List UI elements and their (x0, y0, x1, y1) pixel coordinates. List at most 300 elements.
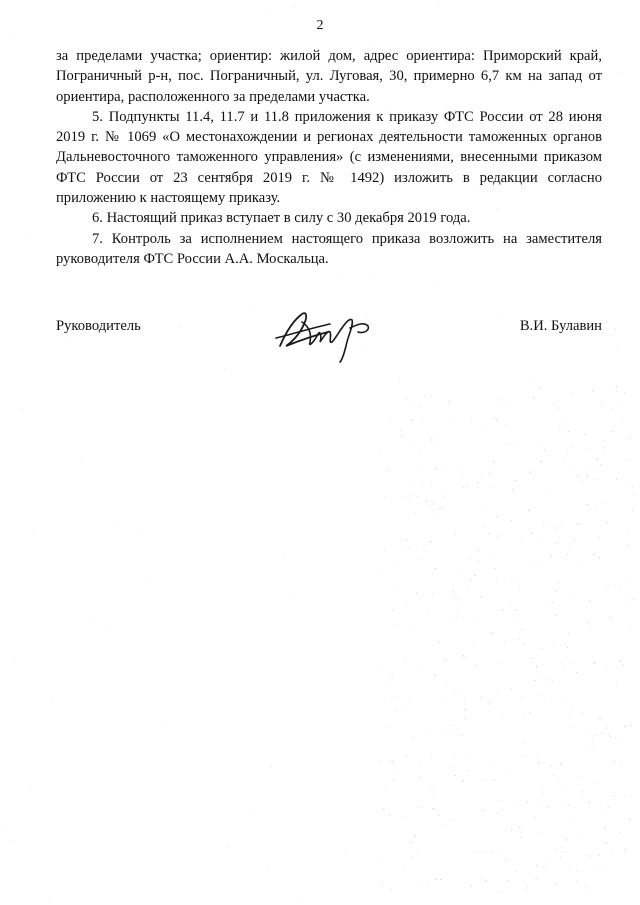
noise-dot (454, 757, 455, 758)
noise-dot (403, 709, 404, 710)
noise-dot (389, 814, 390, 815)
noise-dot (558, 581, 559, 582)
noise-dot (600, 803, 601, 804)
noise-dot (632, 510, 633, 511)
noise-dot (351, 373, 352, 374)
noise-dot (415, 512, 416, 513)
noise-dot (405, 816, 406, 817)
handwritten-signature (272, 302, 382, 364)
signatory-title: Руководитель (56, 318, 141, 334)
noise-dot (597, 478, 598, 479)
noise-dot (477, 667, 478, 668)
noise-dot (516, 610, 517, 611)
noise-dot (10, 841, 11, 842)
noise-dot (530, 471, 531, 472)
noise-dot (443, 495, 444, 496)
noise-dot (545, 679, 546, 680)
noise-dot (420, 764, 421, 765)
noise-dot (604, 502, 605, 503)
noise-dot (411, 426, 412, 427)
noise-dot (613, 796, 614, 797)
noise-dot (255, 688, 256, 689)
noise-dot (549, 860, 550, 861)
noise-dot (565, 644, 566, 645)
noise-dot (294, 597, 295, 598)
noise-dot (592, 747, 593, 748)
noise-dot (411, 842, 412, 843)
noise-dot (109, 629, 110, 630)
noise-dot (596, 866, 597, 867)
noise-dot (542, 859, 543, 860)
noise-dot (380, 760, 381, 761)
noise-dot (532, 707, 533, 708)
noise-dot (418, 806, 419, 807)
noise-dot (606, 446, 607, 447)
noise-dot (394, 584, 395, 585)
noise-dot (462, 655, 463, 656)
noise-dot (633, 486, 634, 487)
noise-dot (565, 556, 566, 557)
noise-dot (410, 634, 411, 635)
noise-dot (456, 617, 457, 618)
noise-dot (419, 453, 420, 454)
noise-dot (428, 613, 429, 614)
noise-dot (416, 548, 417, 549)
noise-dot (576, 871, 577, 872)
noise-dot (414, 548, 415, 549)
noise-dot (483, 621, 484, 622)
noise-dot (594, 661, 595, 662)
noise-dot (491, 633, 492, 634)
noise-dot (490, 485, 491, 486)
noise-dot (276, 455, 277, 456)
noise-dot (359, 633, 360, 634)
noise-dot (496, 849, 497, 850)
noise-dot (561, 524, 562, 525)
noise-dot (507, 772, 508, 773)
noise-dot (556, 615, 557, 616)
noise-dot (568, 610, 569, 611)
noise-dot (442, 753, 443, 754)
noise-dot (556, 883, 557, 884)
noise-dot (408, 548, 409, 549)
noise-dot (560, 763, 561, 764)
noise-dot (477, 483, 478, 484)
noise-dot (407, 460, 408, 461)
noise-dot (423, 483, 424, 484)
noise-dot (479, 560, 480, 561)
noise-dot (536, 865, 537, 866)
noise-dot (382, 492, 383, 493)
noise-dot (308, 283, 309, 284)
noise-dot (550, 765, 551, 766)
noise-dot (603, 406, 604, 407)
noise-dot (512, 579, 513, 580)
noise-dot (409, 500, 410, 501)
noise-dot (145, 566, 146, 567)
noise-dot (631, 725, 632, 726)
noise-dot (409, 700, 410, 701)
noise-dot (521, 541, 522, 542)
noise-dot (490, 852, 491, 853)
noise-dot (402, 497, 403, 498)
noise-dot (426, 501, 427, 502)
noise-dot (568, 551, 569, 552)
noise-dot (497, 535, 498, 536)
noise-dot (431, 755, 432, 756)
noise-dot (548, 433, 549, 434)
noise-dot (414, 440, 415, 441)
noise-dot (631, 798, 632, 799)
noise-dot (95, 577, 96, 578)
noise-dot (568, 472, 569, 473)
noise-dot (399, 697, 400, 698)
noise-dot (52, 696, 53, 697)
noise-dot (481, 878, 482, 879)
noise-dot (506, 443, 507, 444)
noise-dot (466, 484, 467, 485)
noise-dot (417, 677, 418, 678)
noise-dot (601, 866, 602, 867)
noise-dot (401, 432, 402, 433)
noise-dot (483, 527, 484, 528)
paragraph-item-5: 5. Подпункты 11.4, 11.7 и 11.8 приложения к приказу ФТС России от 28 июня 2019 г. № 1069 «О местонахождении и регионах деятельности таможенных органов Дальневосточного таможенного управления» (с изменениями, внесенными приказом ФТС России от 23 сентября 2019 г. № 1492) изложить в редакции согласно приложению к настоящему приказу. (56, 108, 602, 207)
noise-dot (391, 675, 392, 676)
noise-dot (380, 448, 381, 449)
noise-dot (616, 390, 617, 391)
noise-dot (505, 830, 506, 831)
noise-dot (589, 600, 590, 601)
noise-dot (582, 503, 583, 504)
noise-dot (424, 395, 425, 396)
noise-dot (605, 587, 606, 588)
noise-dot (589, 509, 590, 510)
noise-dot (530, 712, 531, 713)
noise-dot (525, 889, 526, 890)
noise-dot (401, 436, 402, 437)
noise-dot (470, 559, 471, 560)
noise-dot (433, 808, 434, 809)
noise-dot (576, 880, 577, 881)
noise-dot (81, 459, 82, 460)
noise-dot (51, 674, 52, 675)
noise-dot (421, 603, 422, 604)
noise-dot (464, 702, 465, 703)
noise-dot (615, 800, 616, 801)
noise-dot (586, 893, 587, 894)
noise-dot (464, 656, 465, 657)
noise-dot (564, 664, 565, 665)
noise-dot (510, 605, 511, 606)
signatory-name: В.И. Булавин (519, 318, 602, 334)
paragraph-item-6: 6. Настоящий приказ вступает в силу с 30 декабря 2019 года. (92, 210, 471, 227)
noise-dot (413, 737, 414, 738)
noise-dot (618, 73, 619, 74)
noise-dot (450, 820, 451, 821)
noise-dot (581, 713, 582, 714)
noise-dot (498, 892, 499, 893)
noise-dot (406, 755, 407, 756)
noise-dot (556, 860, 557, 861)
noise-dot (587, 504, 588, 505)
noise-dot (83, 611, 84, 612)
noise-dot (611, 574, 612, 575)
noise-dot (588, 505, 589, 506)
noise-dot (363, 765, 364, 766)
noise-dot (337, 495, 338, 496)
noise-dot (552, 299, 553, 300)
noise-dot (512, 489, 513, 490)
noise-dot (594, 783, 595, 784)
noise-dot (564, 847, 565, 848)
noise-dot (475, 575, 476, 576)
noise-dot (594, 735, 595, 736)
noise-dot (616, 686, 617, 687)
noise-dot (271, 767, 272, 768)
noise-dot (427, 655, 428, 656)
noise-dot (407, 398, 408, 399)
noise-dot (588, 733, 589, 734)
noise-dot (561, 802, 562, 803)
noise-dot (523, 643, 524, 644)
page-number: 2 (316, 18, 324, 33)
noise-dot (544, 450, 545, 451)
noise-dot (566, 657, 567, 658)
noise-dot (430, 541, 431, 542)
noise-dot (385, 497, 386, 498)
noise-dot (534, 680, 535, 681)
noise-dot (482, 810, 483, 811)
noise-dot (393, 787, 394, 788)
noise-dot (410, 495, 411, 496)
noise-dot (527, 840, 528, 841)
noise-dot (567, 647, 568, 648)
noise-dot (432, 795, 433, 796)
noise-dot (374, 42, 375, 43)
noise-dot (397, 710, 398, 711)
noise-dot (431, 439, 432, 440)
noise-dot (502, 398, 503, 399)
noise-dot (623, 417, 624, 418)
noise-dot (623, 409, 624, 410)
noise-dot (521, 829, 522, 830)
noise-dot (470, 580, 471, 581)
noise-dot (585, 419, 586, 420)
noise-dot (15, 34, 16, 35)
noise-dot (496, 688, 497, 689)
noise-dot (600, 464, 601, 465)
noise-dot (515, 822, 516, 823)
noise-dot (593, 552, 594, 553)
noise-dot (477, 550, 478, 551)
noise-dot (572, 707, 573, 708)
noise-dot (497, 663, 498, 664)
noise-dot (531, 533, 532, 534)
noise-dot (452, 595, 453, 596)
noise-dot (610, 736, 611, 737)
noise-dot (412, 407, 413, 408)
noise-dot (575, 598, 576, 599)
noise-dot (616, 385, 617, 386)
noise-dot (425, 545, 426, 546)
noise-dot (421, 807, 422, 808)
noise-dot (455, 775, 456, 776)
noise-dot (626, 530, 627, 531)
noise-dot (461, 530, 462, 531)
noise-dot (563, 460, 564, 461)
noise-dot (454, 421, 455, 422)
noise-dot (112, 298, 113, 299)
noise-dot (399, 380, 400, 381)
noise-dot (603, 440, 604, 441)
noise-dot (502, 809, 503, 810)
noise-dot (457, 734, 458, 735)
noise-dot (622, 400, 623, 401)
noise-dot (482, 779, 483, 780)
noise-dot (115, 587, 116, 588)
noise-dot (471, 885, 472, 886)
noise-dot (630, 554, 631, 555)
noise-dot (541, 833, 542, 834)
noise-dot (524, 743, 525, 744)
noise-dot (520, 696, 521, 697)
noise-dot (453, 590, 454, 591)
noise-dot (434, 877, 435, 878)
noise-dot (416, 593, 417, 594)
document-body (56, 46, 602, 269)
noise-dot (527, 887, 528, 888)
noise-dot (593, 554, 594, 555)
noise-dot (609, 807, 610, 808)
noise-dot (569, 867, 570, 868)
noise-dot (626, 578, 627, 579)
noise-dot (593, 898, 594, 899)
noise-dot (511, 520, 512, 521)
noise-dot (520, 836, 521, 837)
noise-dot (538, 442, 539, 443)
noise-dot (570, 726, 571, 727)
noise-dot (447, 682, 448, 683)
noise-dot (539, 388, 540, 389)
noise-dot (607, 585, 608, 586)
noise-dot (479, 481, 480, 482)
noise-dot (572, 662, 573, 663)
noise-dot (573, 539, 574, 540)
noise-dot (427, 883, 428, 884)
noise-dot (109, 792, 110, 793)
noise-dot (250, 808, 251, 809)
noise-dot (558, 527, 559, 528)
noise-dot (390, 421, 391, 422)
noise-dot (391, 761, 392, 762)
noise-dot (496, 432, 497, 433)
noise-dot (420, 558, 421, 559)
noise-dot (537, 755, 538, 756)
noise-dot (290, 880, 291, 881)
noise-dot (412, 420, 413, 421)
noise-dot (586, 886, 587, 887)
noise-dot (601, 732, 602, 733)
noise-dot (633, 599, 634, 600)
noise-dot (629, 629, 630, 630)
noise-dot (401, 539, 402, 540)
noise-dot (596, 459, 597, 460)
noise-dot (599, 855, 600, 856)
noise-dot (166, 726, 167, 727)
noise-dot (540, 461, 541, 462)
noise-dot (474, 851, 475, 852)
noise-dot (539, 602, 540, 603)
noise-dot (634, 698, 635, 699)
noise-dot (411, 485, 412, 486)
noise-dot (431, 731, 432, 732)
noise-dot (555, 591, 556, 592)
noise-dot (466, 487, 467, 488)
noise-dot (583, 780, 584, 781)
noise-dot (515, 870, 516, 871)
noise-dot (444, 659, 445, 660)
noise-dot (548, 603, 549, 604)
noise-dot (590, 849, 591, 850)
noise-dot (463, 472, 464, 473)
noise-dot (450, 613, 451, 614)
noise-dot (551, 555, 552, 556)
noise-dot (299, 898, 300, 899)
noise-dot (385, 681, 386, 682)
noise-dot (595, 702, 596, 703)
noise-dot (31, 786, 32, 787)
noise-dot (568, 431, 569, 432)
noise-dot (541, 806, 542, 807)
noise-dot (406, 606, 407, 607)
noise-dot (551, 700, 552, 701)
noise-dot (571, 393, 572, 394)
noise-dot (400, 818, 401, 819)
noise-dot (431, 486, 432, 487)
noise-dot (605, 827, 606, 828)
noise-dot (435, 468, 436, 469)
noise-dot (556, 847, 557, 848)
noise-dot (431, 397, 432, 398)
noise-dot (629, 819, 630, 820)
noise-dot (487, 511, 488, 512)
noise-dot (454, 724, 455, 725)
noise-dot (529, 562, 530, 563)
noise-dot (497, 812, 498, 813)
noise-dot (507, 880, 508, 881)
noise-dot (519, 590, 520, 591)
noise-dot (392, 511, 393, 512)
noise-dot (491, 699, 492, 700)
noise-dot (535, 817, 536, 818)
noise-dot (582, 481, 583, 482)
noise-dot (565, 839, 566, 840)
noise-dot (623, 664, 624, 665)
noise-dot (387, 817, 388, 818)
noise-dot (49, 900, 50, 901)
noise-dot (391, 699, 392, 700)
noise-dot (586, 607, 587, 608)
signature-block (56, 308, 602, 368)
noise-dot (619, 739, 620, 740)
noise-dot (399, 591, 400, 592)
noise-dot (506, 859, 507, 860)
noise-dot (470, 754, 471, 755)
noise-dot (509, 546, 510, 547)
noise-dot (536, 561, 537, 562)
noise-dot (528, 510, 529, 511)
noise-dot (117, 525, 118, 526)
